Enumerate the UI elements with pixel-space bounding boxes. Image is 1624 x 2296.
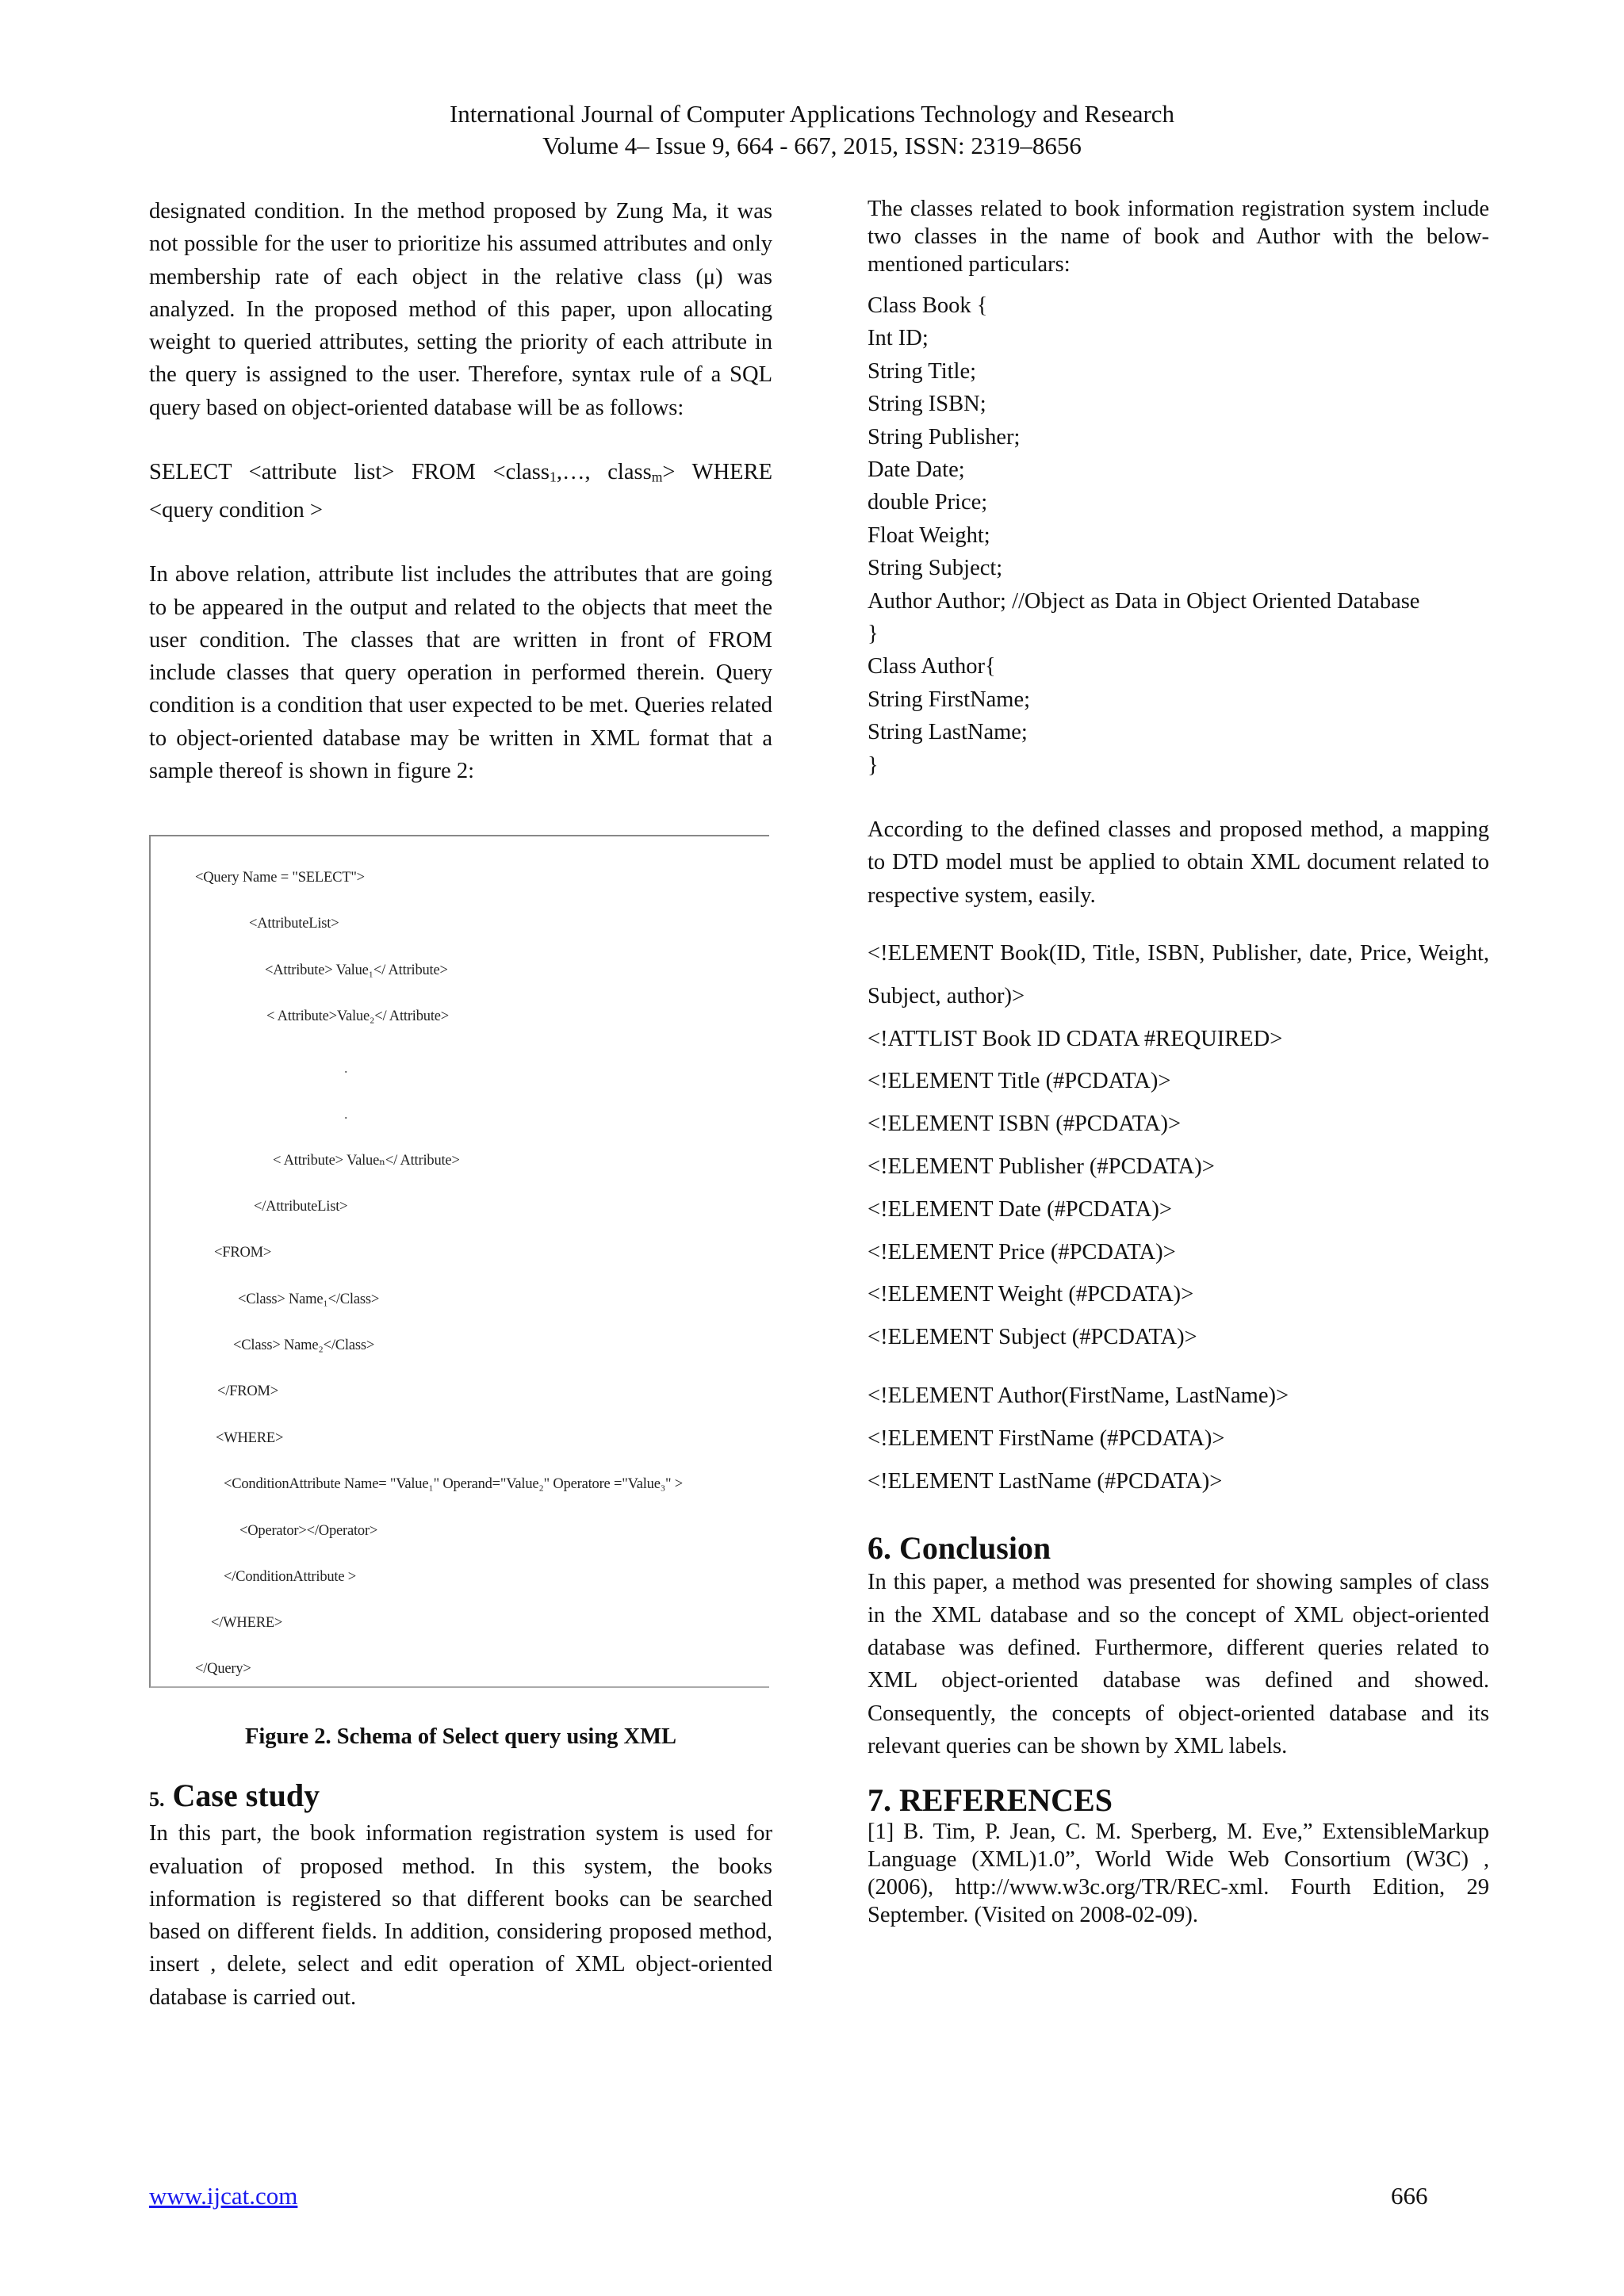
dtd-line: <!ELEMENT Author(FirstName, LastName)> (868, 1383, 1289, 1408)
dtd-author-block (868, 1375, 1489, 1502)
journal-title: International Journal of Computer Applications Technology and Research (449, 100, 1175, 128)
dtd-line: <!ELEMENT Book(ID, Title, ISBN, Publisher, date, Price, Weight, Subject, author)> (868, 940, 1489, 1008)
journal-website-link[interactable]: www.ijcat.com (149, 2182, 298, 2210)
dtd-line: <!ELEMENT Price (#PCDATA)> (868, 1239, 1176, 1265)
dtd-line: <!ELEMENT Publisher (#PCDATA)> (868, 1154, 1215, 1179)
figure-line: <Operator></Operator> (239, 1523, 378, 1540)
paragraph-case-study: In this part, the book information registration system is used for evaluation of proposed method. In this system, the books information is registered so that different books can be searched based on different fields. In addition, considering proposed method, insert , delete, select and edit operation of XML object-oriented database is carried out. (149, 1821, 772, 2010)
code-line: Author Author; //Object as Data in Object Oriented Database (868, 588, 1420, 614)
figure-caption: Figure 2. Schema of Select query using XML (244, 1724, 677, 1750)
dtd-line: <!ATTLIST Book ID CDATA #REQUIRED> (868, 1026, 1283, 1051)
code-line: String LastName; (868, 720, 1028, 745)
right-column (868, 195, 1489, 1929)
dtd-line: <!ELEMENT Subject (#PCDATA)> (868, 1325, 1197, 1350)
code-line: Class Author{ (868, 654, 996, 679)
dtd-line: <!ELEMENT LastName (#PCDATA)> (868, 1468, 1223, 1494)
section-heading-case-study (149, 1778, 772, 1817)
figure-xml-schema (149, 835, 769, 1688)
select-syntax (149, 456, 772, 526)
figure-line: <AttributeList> (249, 916, 339, 932)
figure-line: </ConditionAttribute > (224, 1569, 357, 1586)
figure-line: </WHERE> (211, 1615, 283, 1632)
code-line: String Publisher; (868, 424, 1021, 450)
code-line: } (868, 622, 879, 647)
journal-volume: Volume 4– Issue 9, 664 - 667, 2015, ISSN: 2319–8656 (542, 132, 1082, 159)
dtd-line: <!ELEMENT FirstName (#PCDATA)> (868, 1425, 1225, 1451)
paragraph-relation: In above relation, attribute list includes the attributes that are going to be appeared in the output and related to the objects that meet the user condition. The classes that are written in front of FROM include classes that query operation in performed therein. Query condition is a condition that user expected to be met. Queries related to object-oriented database may be written in XML format that a sample thereof is shown in figure 2: (149, 562, 772, 783)
section-number: 5. (149, 1788, 165, 1812)
paragraph-classes: The classes related to book information registration system include two classes in the name of book and Author with the below-mentioned particulars: (868, 197, 1489, 277)
figure-line: </Query> (195, 1661, 251, 1678)
figure-ellipsis-dot: . (344, 1106, 348, 1123)
select-subscript-1: 1 (550, 469, 557, 485)
code-line: Int ID; (868, 326, 929, 351)
figure-line: </FROM> (217, 1383, 279, 1400)
code-line: Date Date; (868, 457, 965, 483)
section-heading-conclusion: 6. Conclusion (868, 1530, 1051, 1567)
figure-line: < Attribute>Value₂</ Attribute> (266, 1008, 450, 1025)
select-syntax-b: ,…, class (556, 460, 652, 485)
journal-header (0, 98, 1624, 162)
figure-line: <FROM> (214, 1245, 272, 1261)
class-code-block (868, 289, 1489, 782)
dtd-book-block (868, 932, 1489, 1359)
code-line: String Subject; (868, 556, 1003, 581)
left-column (149, 195, 772, 2014)
code-line: String ISBN; (868, 392, 986, 417)
code-line: String FirstName; (868, 687, 1031, 712)
figure-line: <ConditionAttribute Name= "Value₁" Operand="Value₂" Operatore ="Value₃" > (224, 1476, 683, 1493)
figure-line: <Attribute> Value₁</ Attribute> (265, 962, 448, 979)
dtd-line: <!ELEMENT ISBN (#PCDATA)> (868, 1112, 1182, 1137)
page-number: 666 (1391, 2182, 1428, 2210)
figure-line: <Query Name = "SELECT"> (195, 870, 365, 886)
code-line: Float Weight; (868, 522, 990, 548)
figure-line: </AttributeList> (254, 1199, 348, 1215)
figure-ellipsis-dot: . (344, 1060, 348, 1077)
code-line: Class Book { (868, 293, 988, 318)
dtd-line: <!ELEMENT Weight (#PCDATA)> (868, 1282, 1194, 1307)
figure-line: <Class> Name₁</Class> (238, 1292, 380, 1308)
paragraph-conclusion: In this paper, a method was presented for showing samples of class in the XML database and so the concept of XML object-oriented database was defined. Furthermore, different queries related to XML object-oriented database was defined and showed. Consequently, the concepts of object-oriented database and its relevant queries can be shown by XML labels. (868, 1570, 1489, 1758)
section-title: Case study (172, 1777, 320, 1814)
paragraph-method: designated condition. In the method proposed by Zung Ma, it was not possible for the user to prioritize his assumed attributes and only membership rate of each object in the relative class (μ) was analyzed. In the proposed method of this paper, upon allocating weight to queried attributes, setting the priority of each attribute in the query is assigned to the user. Therefore, syntax rule of a SQL query based on object-oriented database will be as follows: (149, 199, 772, 420)
section-heading-references: 7. REFERENCES (868, 1782, 1113, 1819)
code-line: } (868, 752, 879, 778)
paragraph-dtd-mapping: According to the defined classes and proposed method, a mapping to DTD model must be applied to obtain XML document related to respective system, easily. (868, 817, 1489, 908)
select-subscript-m: m (651, 469, 663, 485)
select-syntax-a: SELECT <attribute list> FROM <class (149, 460, 550, 485)
code-line: String Title; (868, 358, 977, 384)
figure-line: <Class> Name₂</Class> (233, 1337, 375, 1354)
reference-item: [1] B. Tim, P. Jean, C. M. Sperberg, M. Eve,” ExtensibleMarkup Language (XML)1.0”, World Wide Web Consortium (W3C) , (2006), http://www.w3c.org/TR/REC-xml. Fourth Edition, 29 September. (Visited on 2008-02-09). (868, 1820, 1489, 1928)
select-syntax-c: > WHERE <query condition > (149, 460, 772, 522)
dtd-line: <!ELEMENT Title (#PCDATA)> (868, 1069, 1171, 1094)
code-line: double Price; (868, 490, 988, 515)
dtd-line: <!ELEMENT Date (#PCDATA)> (868, 1196, 1172, 1222)
figure-line: <WHERE> (216, 1430, 284, 1447)
figure-line: < Attribute> Valueₙ</ Attribute> (273, 1153, 460, 1169)
